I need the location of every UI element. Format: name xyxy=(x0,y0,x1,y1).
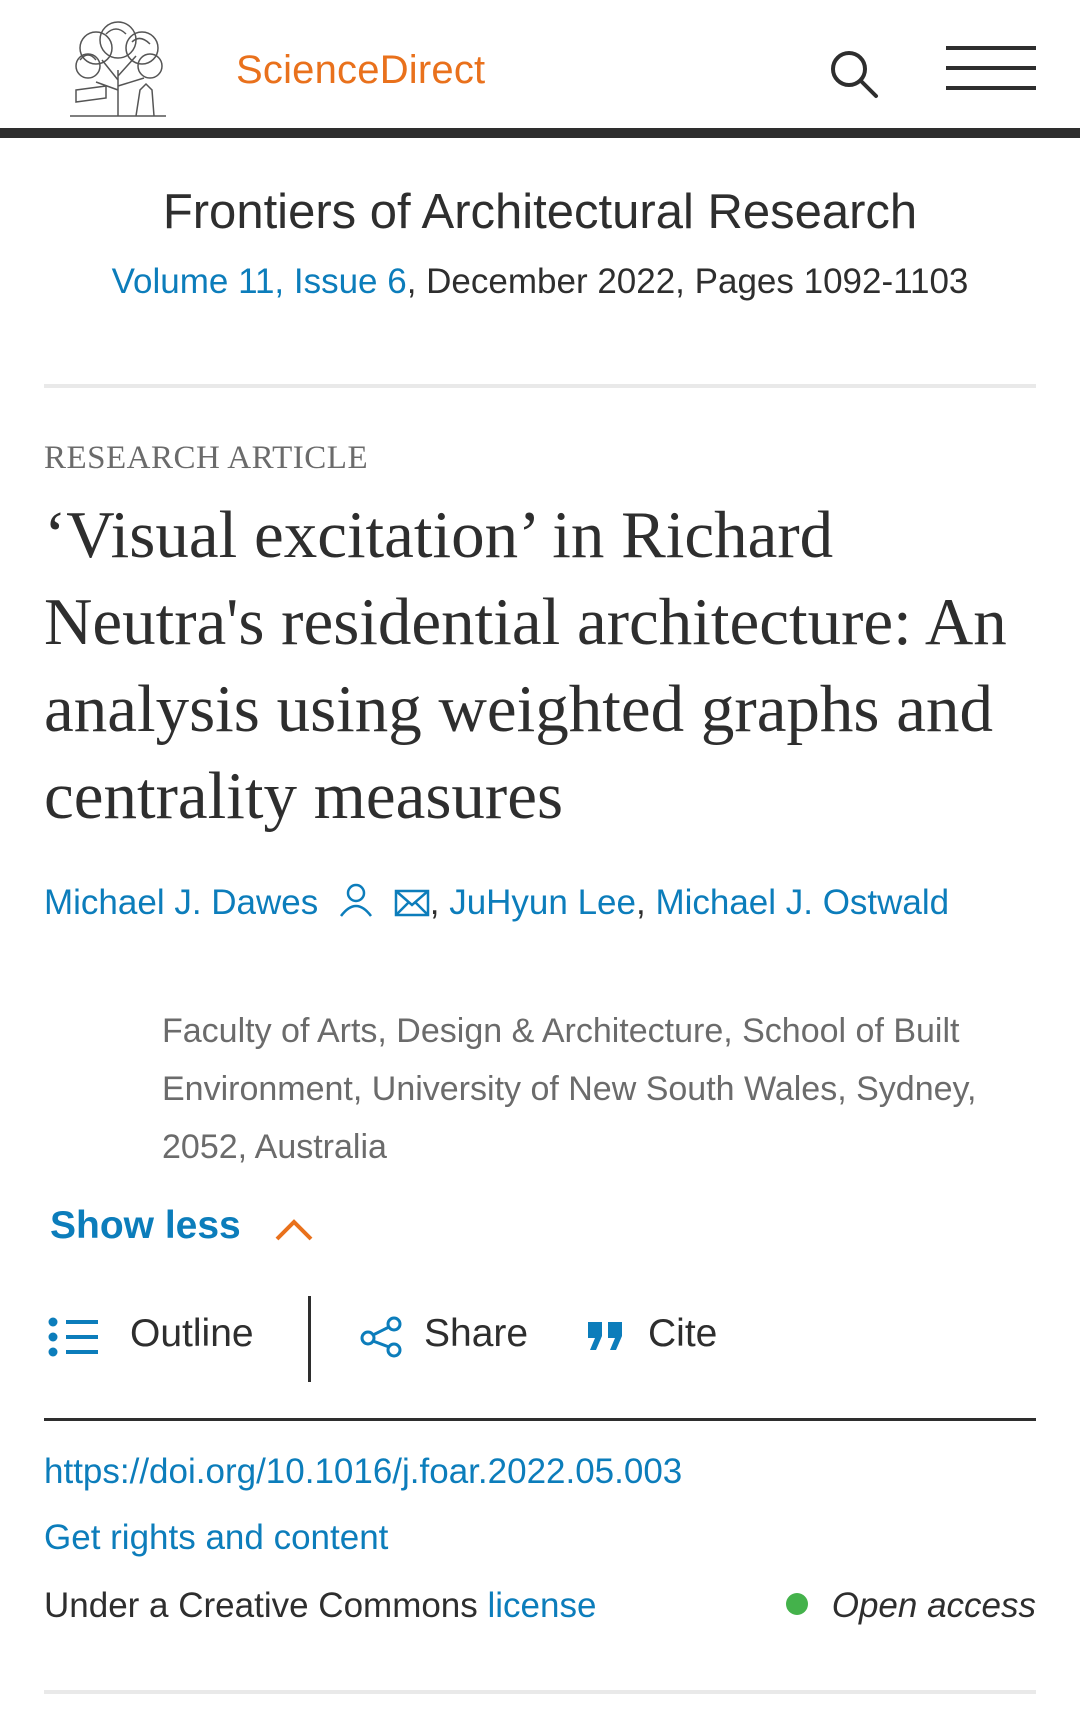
list-icon xyxy=(48,1314,100,1360)
email-icon[interactable] xyxy=(394,887,430,927)
person-icon[interactable] xyxy=(338,882,374,927)
license-prefix: Under a Creative Commons xyxy=(44,1586,488,1625)
license-link[interactable]: license xyxy=(487,1586,597,1625)
toolbar-divider xyxy=(308,1296,311,1382)
issue-details: , December 2022, Pages 1092-1103 xyxy=(406,262,969,301)
author-separator: , xyxy=(429,883,450,922)
elsevier-logo-icon[interactable] xyxy=(66,20,170,120)
search-icon xyxy=(826,46,882,102)
share-label: Share xyxy=(424,1312,529,1355)
article-title: ‘Visual excitation’ in Richard Neutra's residential architecture: An analysis using weighted graphs and centrality measures xyxy=(44,498,1007,833)
outline-label: Outline xyxy=(130,1312,254,1355)
toolbar-rule xyxy=(44,1418,1036,1421)
share-icon xyxy=(360,1316,404,1358)
search-button[interactable] xyxy=(826,46,882,102)
article-type-label: RESEARCH ARTICLE xyxy=(44,440,369,476)
author-affiliation: Faculty of Arts, Design & Architecture, School of Built Environment, University of New South Wales, Sydney, 2052, Australia xyxy=(162,1012,977,1166)
menu-button[interactable] xyxy=(946,44,1036,94)
rights-link[interactable]: Get rights and content xyxy=(44,1518,389,1557)
top-header xyxy=(0,0,1080,138)
author-link[interactable]: Michael J. Ostwald xyxy=(655,883,950,922)
show-less-label: Show less xyxy=(50,1204,241,1247)
show-less-button[interactable] xyxy=(50,1204,314,1248)
issue-info xyxy=(0,262,1080,302)
open-access-label: Open access xyxy=(831,1586,1036,1625)
article-toolbar xyxy=(44,1296,1036,1386)
author-list xyxy=(44,882,949,927)
brand-name[interactable]: ScienceDirect xyxy=(236,48,486,92)
license-line xyxy=(44,1586,596,1626)
divider xyxy=(44,384,1036,388)
journal-title[interactable]: Frontiers of Architectural Research xyxy=(162,185,918,239)
cite-label: Cite xyxy=(648,1312,718,1355)
menu-line xyxy=(946,86,1036,90)
open-access-dot-icon xyxy=(786,1593,808,1615)
hamburger-menu-icon xyxy=(946,46,1036,50)
author-link[interactable]: JuHyun Lee xyxy=(449,883,636,922)
menu-line xyxy=(946,66,1036,70)
open-access-badge xyxy=(786,1586,1036,1626)
chevron-up-icon xyxy=(274,1216,314,1242)
author-link[interactable]: Michael J. Dawes xyxy=(44,883,319,922)
volume-issue-link[interactable]: Volume 11, Issue 6 xyxy=(111,262,407,301)
author-separator: , xyxy=(635,883,656,922)
quote-icon xyxy=(586,1318,626,1352)
doi-link[interactable]: https://doi.org/10.1016/j.foar.2022.05.003 xyxy=(44,1452,683,1491)
bottom-divider xyxy=(44,1690,1036,1694)
